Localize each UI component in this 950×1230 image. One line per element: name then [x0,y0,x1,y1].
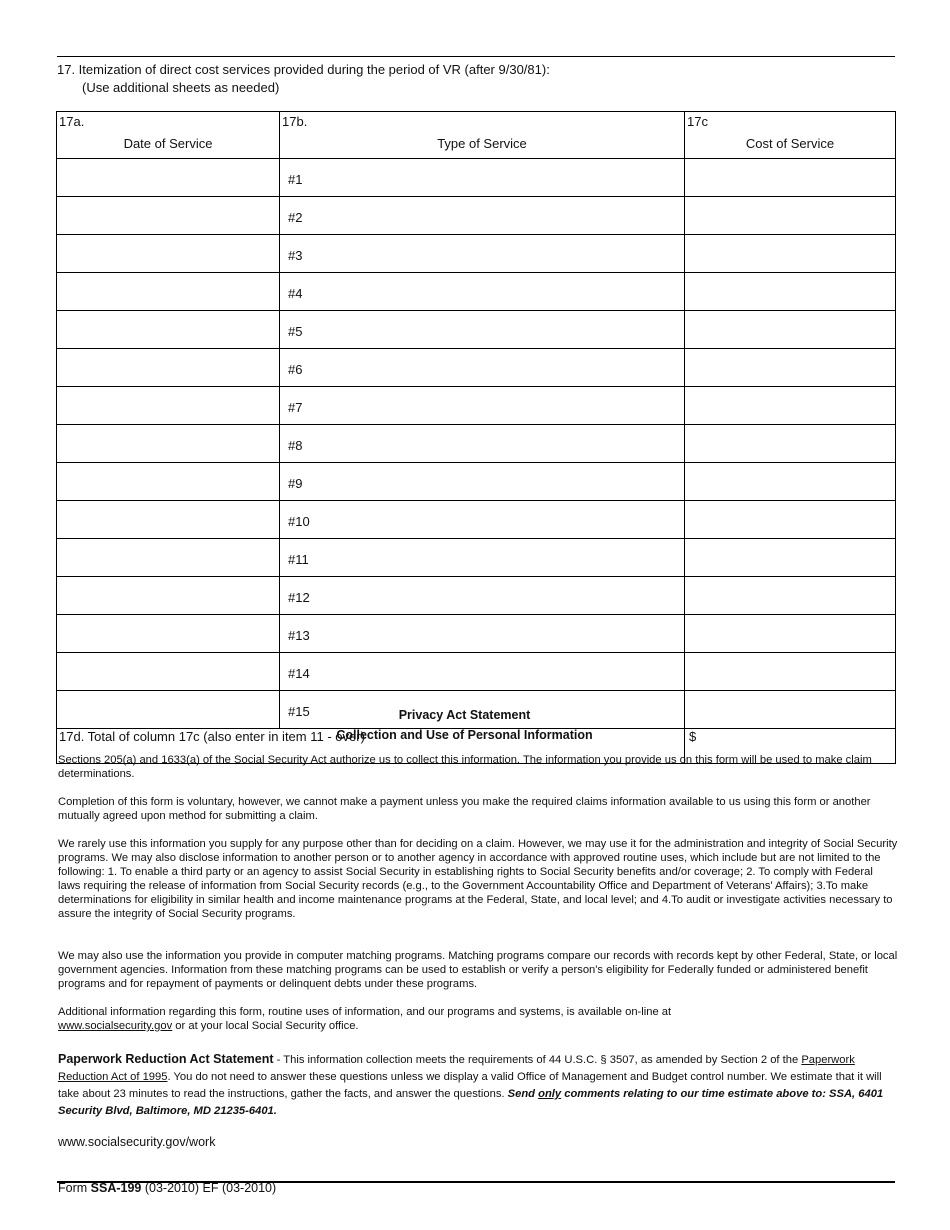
type-of-service-field[interactable] [280,463,685,501]
item-17-subtitle: (Use additional sheets as needed) [82,80,280,95]
date-of-service-field[interactable] [57,463,280,501]
privacy-act-subtitle: Collection and Use of Personal Information [336,728,593,742]
paperwork-text-1: - This information collection meets the requirements of 44 U.S.C. § 3507, as amended by Section 2 of the [273,1054,802,1066]
top-rule [57,56,895,57]
service-number: #11 [288,552,309,567]
header-date-of-service [57,112,280,159]
service-number: #8 [288,438,303,453]
table-row [57,463,896,501]
service-number: #2 [288,210,303,225]
total-label: 17d. Total of column 17c (also enter in item 11 - over) [57,729,685,764]
cost-of-service-field[interactable] [685,159,896,197]
privacy-paragraph-4: We may also use the information you provide in computer matching programs. Matching programs compare our records with records kept by other Federal, State, or local government agencies. Information from these matching programs can be used to establish or verify a person's eligibility for Federally funded or administered benefit programs and for repayment of payments or delinquent debts under these programs. [58,950,898,990]
cost-of-service-field[interactable] [685,501,896,539]
service-number: #15 [288,704,310,719]
header-cost-of-service [685,112,896,159]
work-url: www.socialsecurity.gov/work [58,1135,216,1149]
table-row [57,425,896,463]
cost-of-service-field[interactable] [685,197,896,235]
date-of-service-field[interactable] [57,159,280,197]
form-prefix: Form [58,1181,91,1195]
column-label: Cost of Service [745,136,835,151]
table-row [57,311,896,349]
column-number: 17b. [282,114,308,129]
type-of-service-field[interactable] [280,615,685,653]
paperwork-comments-text: comments relating to our time estimate above to: SSA, 6401 Security Blvd, Baltimore, MD 21235-6401. [58,1088,884,1117]
table-row [57,159,896,197]
cost-of-service-field[interactable] [685,311,896,349]
form-edition: (03-2010) EF (03-2010) [141,1181,277,1195]
table-header-row [57,112,896,159]
type-of-service-field[interactable] [280,387,685,425]
table-row [57,501,896,539]
cost-of-service-field[interactable] [685,653,896,691]
paperwork-reduction-statement [58,1051,898,1120]
table-row [57,653,896,691]
table-row [57,539,896,577]
service-number: #9 [288,476,303,491]
cost-of-service-field[interactable] [685,273,896,311]
service-number: #12 [288,590,310,605]
item-17-title: 17. Itemization of direct cost services provided during the period of VR (after 9/30/81): [57,62,550,77]
type-of-service-field[interactable] [280,349,685,387]
column-label: Date of Service [123,136,213,151]
table-row [57,577,896,615]
table-row [57,387,896,425]
type-of-service-field[interactable] [280,311,685,349]
cost-of-service-field[interactable] [685,235,896,273]
type-of-service-field[interactable] [280,539,685,577]
item-17-heading [57,61,550,97]
paperwork-send-text: Send [507,1088,539,1100]
type-of-service-field[interactable] [280,235,685,273]
form-id: SSA-199 [90,1181,142,1195]
table-row [57,615,896,653]
date-of-service-field[interactable] [57,273,280,311]
type-of-service-field[interactable] [280,425,685,463]
privacy-act-title: Privacy Act Statement [398,708,531,722]
type-of-service-field[interactable] [280,197,685,235]
direct-cost-services-table [56,111,896,764]
type-of-service-field[interactable] [280,273,685,311]
privacy-paragraph-1: Sections 205(a) and 1633(a) of the Social Security Act authorize us to collect this information. The information you provide us on this form will be used to make claim determinations. [58,754,872,780]
date-of-service-field[interactable] [57,425,280,463]
socialsecurity-link[interactable]: www.socialsecurity.gov [58,1020,173,1032]
table-row [57,349,896,387]
currency-symbol: $ [689,729,697,744]
date-of-service-field[interactable] [57,235,280,273]
form-footer [58,1181,276,1195]
table-row [57,273,896,311]
date-of-service-field[interactable] [57,387,280,425]
type-of-service-field[interactable] [280,577,685,615]
column-number: 17a. [59,114,85,129]
privacy-paragraph-3: We rarely use this information you supply for any purpose other than for deciding on a claim. However, we may use it for the administration and integrity of Social Security programs. We may also disclose information to another person or to another agency in accordance with approved routine uses, which include but are not limited to the following: 1. To enable a third party or an agency to assist Social Security in establishing rights to Social Security benefits and/or coverage; 2. To comply with Federal laws requiring the release of information from Social Security records (e.g., to the Government Accountability Office and Department of Veterans' Affairs); 3.To make determinations for eligibility in similar health and income maintenance programs at the Federal, State, and local level; and 4.To audit or investigate activities necessary to assure the integrity of Social Security programs. [58,838,898,920]
date-of-service-field[interactable] [57,501,280,539]
date-of-service-field[interactable] [57,653,280,691]
paperwork-text-2: . You do not need to answer these questions unless we display a valid Office of Management and Budget control number. We estimate that it will take about 23 minutes to read the instructions, gather the facts, and answer the questions. [58,1071,882,1100]
privacy-p5-text: Additional information regarding this form, routine uses of information, and our programs and systems, is available on-line at [58,1006,672,1018]
date-of-service-field[interactable] [57,615,280,653]
type-of-service-field[interactable] [280,653,685,691]
type-of-service-field[interactable] [280,501,685,539]
service-number: #14 [288,666,310,681]
paperwork-act-link: Paperwork Reduction Act of 1995 [58,1054,855,1083]
paperwork-heading: Paperwork Reduction Act Statement [58,1052,274,1066]
date-of-service-field[interactable] [57,197,280,235]
column-label: Type of Service [437,136,527,151]
date-of-service-field[interactable] [57,539,280,577]
cost-of-service-field[interactable] [685,577,896,615]
header-type-of-service [280,112,685,159]
service-number: #4 [288,286,303,301]
cost-of-service-field[interactable] [685,615,896,653]
service-number: #6 [288,362,303,377]
cost-of-service-field[interactable] [685,463,896,501]
service-number: #3 [288,248,303,263]
type-of-service-field[interactable] [280,159,685,197]
paperwork-only-text: only [538,1088,562,1100]
privacy-p5-tail: or at your local Social Security office. [172,1020,359,1032]
cost-of-service-field[interactable] [685,387,896,425]
service-number: #7 [288,400,303,415]
cost-of-service-field[interactable] [685,539,896,577]
service-number: #13 [288,628,310,643]
cost-of-service-field[interactable] [685,349,896,387]
table-row [57,197,896,235]
service-number: #1 [288,172,303,187]
service-number: #5 [288,324,303,339]
table-row [57,235,896,273]
privacy-paragraph-2: Completion of this form is voluntary, however, we cannot make a payment unless you make the required claims information available to us using this form or another mutually agreed upon method for submitting a claim. [58,796,871,822]
privacy-paragraph-5 [58,1005,898,1033]
column-number: 17c [687,114,708,129]
service-number: #10 [288,514,310,529]
date-of-service-field[interactable] [57,311,280,349]
date-of-service-field[interactable] [57,577,280,615]
cost-of-service-field[interactable] [685,425,896,463]
date-of-service-field[interactable] [57,349,280,387]
